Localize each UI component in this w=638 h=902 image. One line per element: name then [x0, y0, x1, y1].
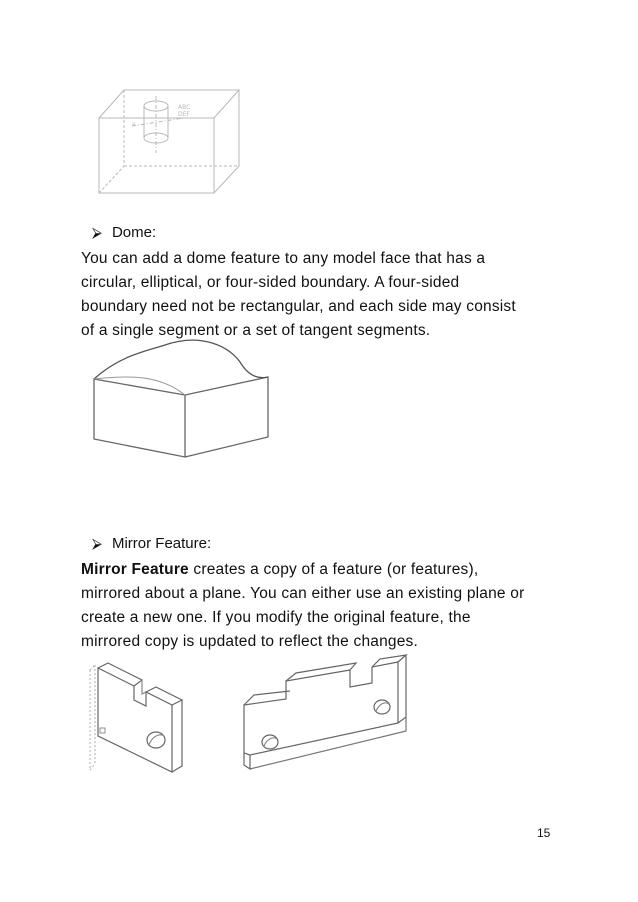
mirror-paragraph: [81, 558, 571, 654]
paragraph-line: You can add a dome feature to any model face that has a: [81, 250, 486, 267]
paragraph-line: circular, elliptical, or four-sided boundary. A four-sided: [81, 274, 460, 291]
paragraph-line: create a new one. If you modify the original feature, the: [81, 609, 471, 626]
paragraph-line: mirrored copy is updated to reflect the changes.: [81, 633, 418, 650]
arrow-bullet-icon: ⮚: [92, 224, 102, 241]
page-number: 15: [537, 826, 551, 840]
original-part-figure: [84, 660, 194, 775]
svg-text:ABC: ABC: [178, 104, 191, 111]
dome-paragraph: [81, 247, 571, 343]
paragraph-line: boundary need not be rectangular, and each side may consist: [81, 298, 516, 315]
term-mirror-feature: Mirror Feature: [81, 561, 189, 578]
heading-mirror-feature: Mirror Feature:: [111, 535, 212, 552]
mirrored-part-figure: [240, 645, 415, 775]
paragraph-line: [81, 558, 571, 582]
arrow-bullet-icon: ⮚: [92, 535, 102, 552]
box-cylinder-figure: [94, 78, 244, 198]
svg-text:DEF: DEF: [178, 111, 190, 118]
paragraph-line: of a single segment or a set of tangent segments.: [81, 322, 431, 339]
heading-dome: Dome:: [111, 224, 157, 241]
dome-figure: [90, 335, 290, 460]
paragraph-line-rest: creates a copy of a feature (or features),: [188, 561, 479, 578]
bullet-dome: [92, 224, 156, 241]
svg-text:a: a: [132, 121, 136, 128]
paragraph-line: mirrored about a plane. You can either use an existing plane or: [81, 585, 525, 602]
bullet-mirror-feature: [92, 535, 211, 552]
